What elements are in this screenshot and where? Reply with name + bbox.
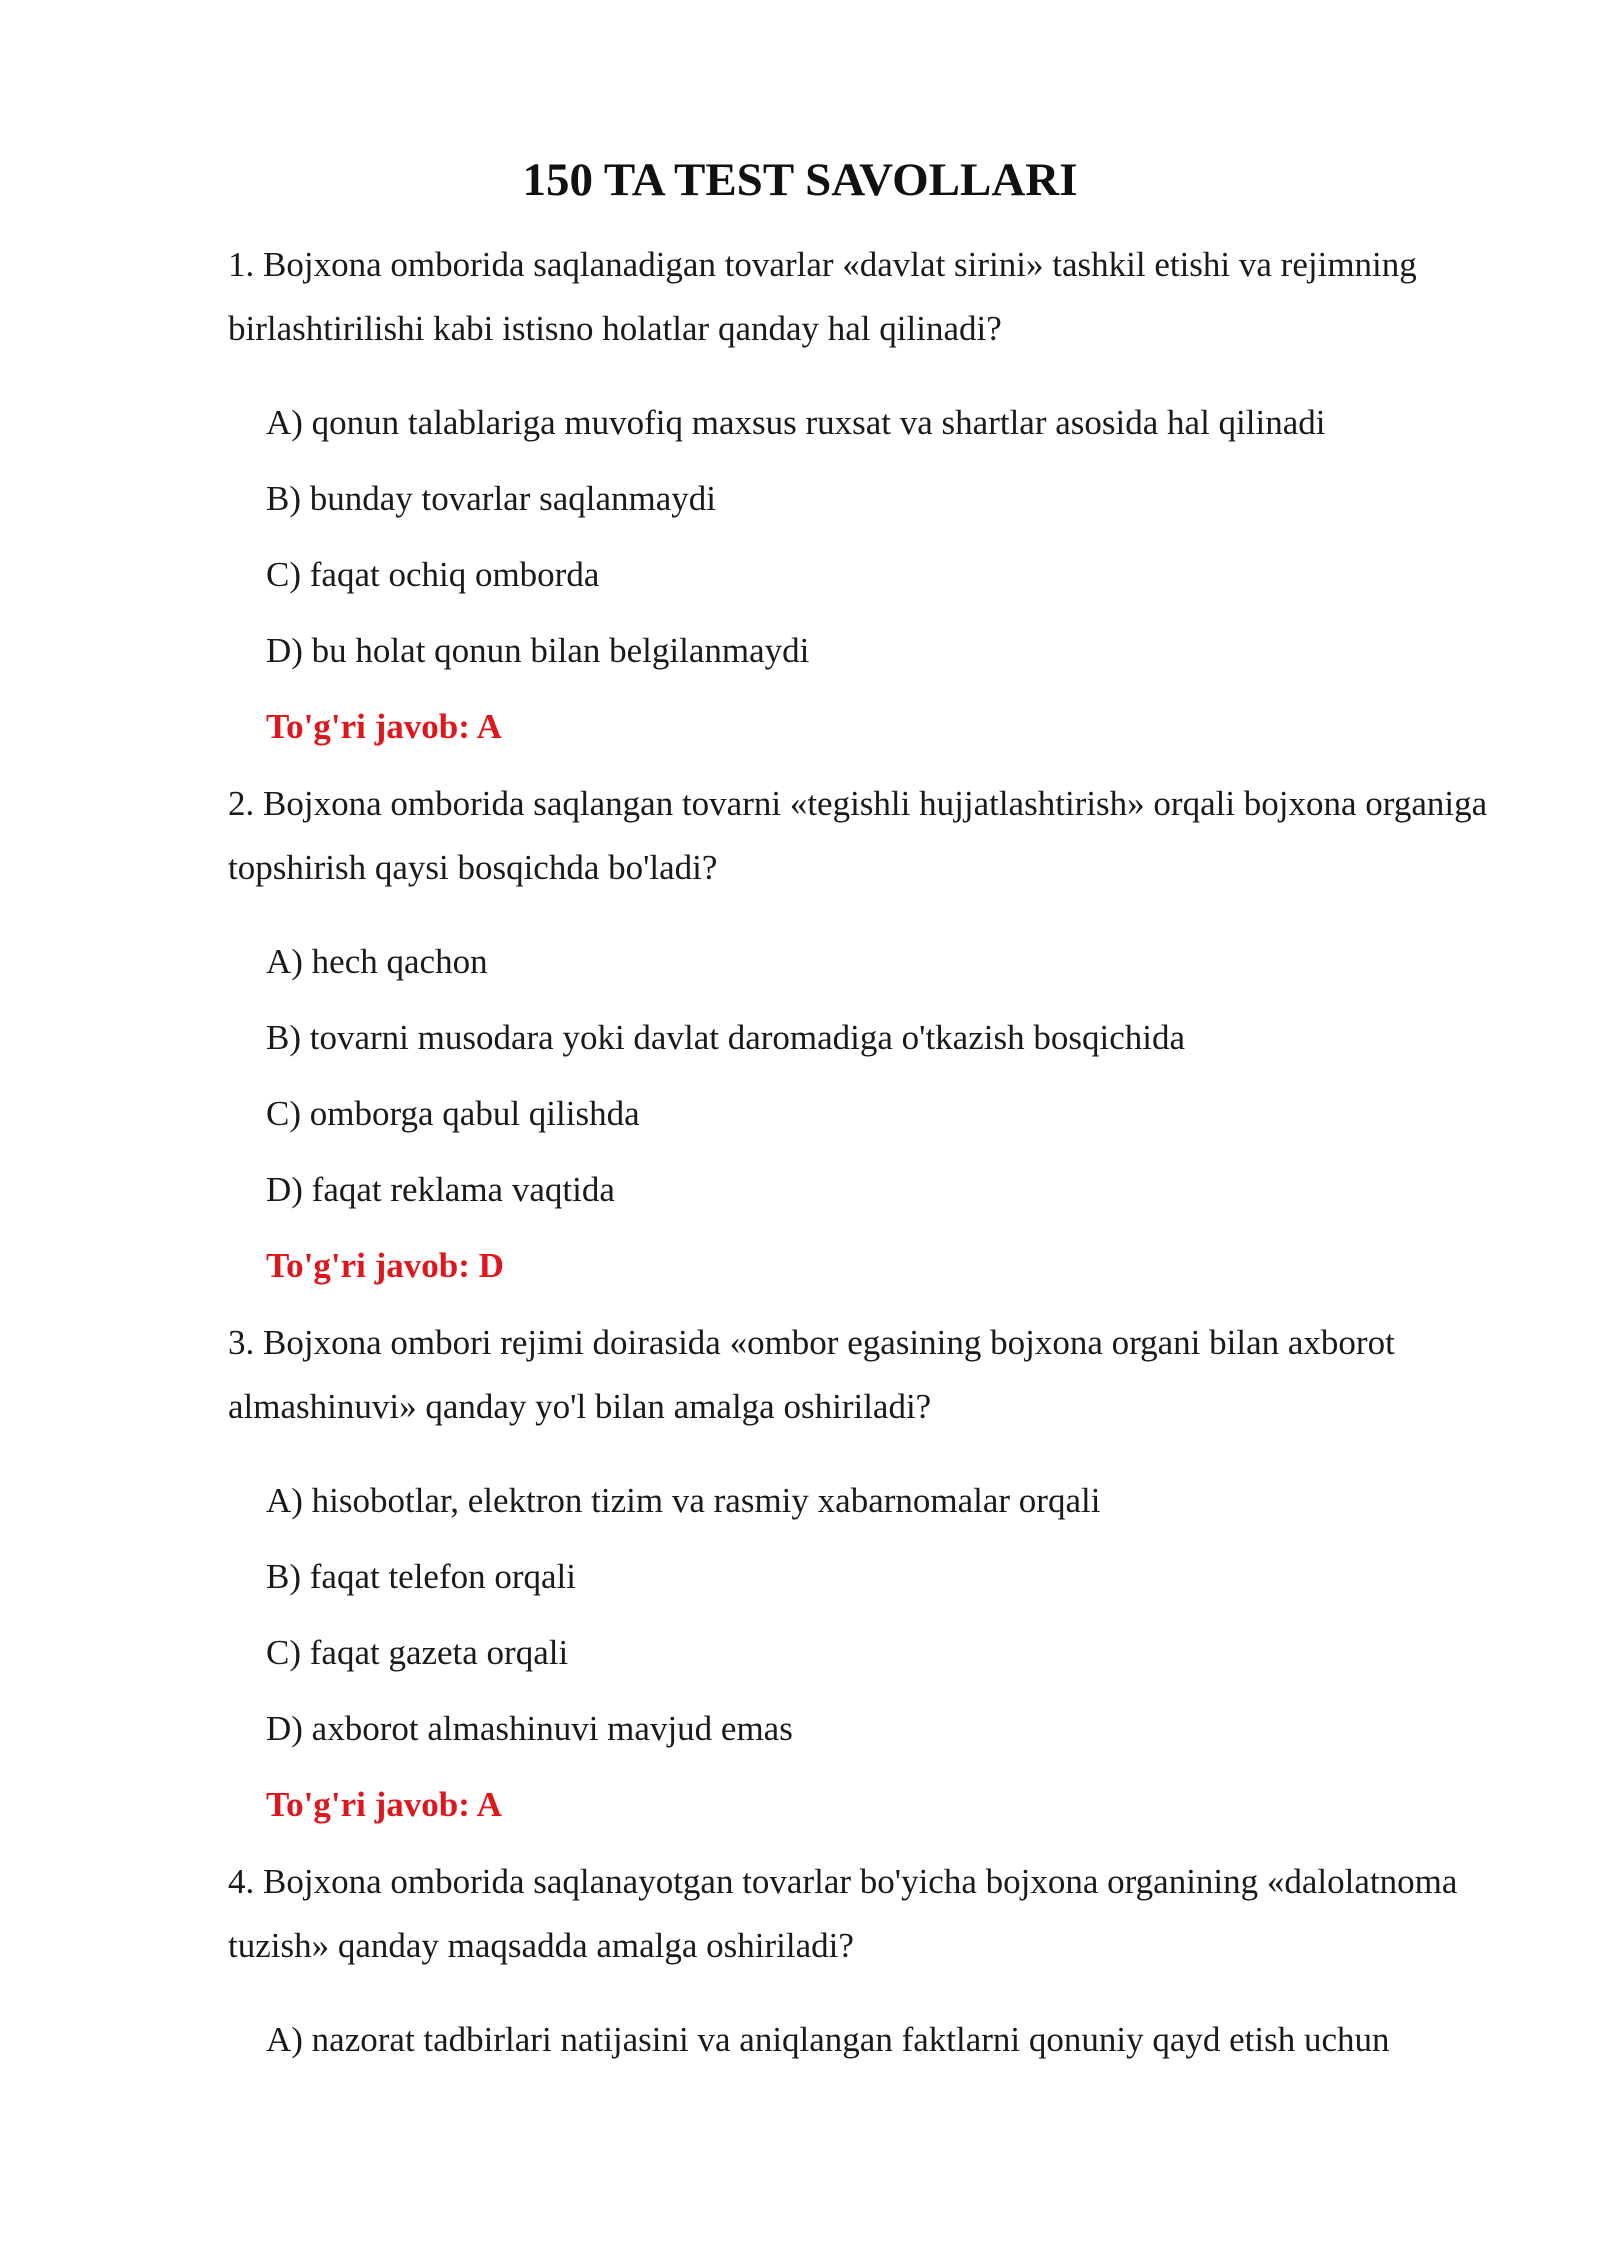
correct-answer: To'g'ri javob: A [266,1785,502,1824]
answer-option: A) nazorat tadbirlari natijasini va aniqlangan faktlarni qonuniy qayd etish uchun [266,2020,1390,2059]
answer-option: D) axborot almashinuvi mavjud emas [266,1709,793,1748]
question-text: 2. Bojxona omborida saqlangan tovarni «tegishli hujjatlashtirish» orqali bojxona organiga topshirish qaysi bosqichda bo'ladi? [228,784,1488,887]
answer-option: D) bu holat qonun bilan belgilanmaydi [266,631,810,670]
answer-option: C) omborga qabul qilishda [266,1094,640,1133]
correct-answer: To'g'ri javob: D [266,1246,504,1285]
answer-option: B) tovarni musodara yoki davlat daromadiga o'tkazish bosqichida [266,1018,1185,1057]
answer-option: B) bunday tovarlar saqlanmaydi [266,479,717,518]
question-text: 1. Bojxona omborida saqlanadigan tovarlar «davlat sirini» tashkil etishi va rejimning birlashtirilishi kabi istisno holatlar qanday hal qilinadi? [228,245,1417,348]
answer-option: D) faqat reklama vaqtida [266,1170,615,1209]
answer-option: A) qonun talablariga muvofiq maxsus ruxsat va shartlar asosida hal qilinadi [266,403,1326,442]
question-text: 4. Bojxona omborida saqlanayotgan tovarlar bo'yicha bojxona organining «dalolatnoma tuzish» qanday maqsadda amalga oshiriladi? [228,1862,1458,1965]
answer-option: C) faqat gazeta orqali [266,1633,569,1672]
answer-option: B) faqat telefon orqali [266,1557,577,1596]
question-text: 3. Bojxona ombori rejimi doirasida «ombor egasining bojxona organi bilan axborot almashinuvi» qanday yo'l bilan amalga oshiriladi? [228,1323,1395,1426]
document-title: 150 TA TEST SAVOLLARI [522,154,1078,206]
answer-option: A) hech qachon [266,942,488,981]
answer-option: C) faqat ochiq omborda [266,555,600,594]
answer-option: A) hisobotlar, elektron tizim va rasmiy xabarnomalar orqali [266,1481,1101,1520]
correct-answer: To'g'ri javob: A [266,707,502,746]
